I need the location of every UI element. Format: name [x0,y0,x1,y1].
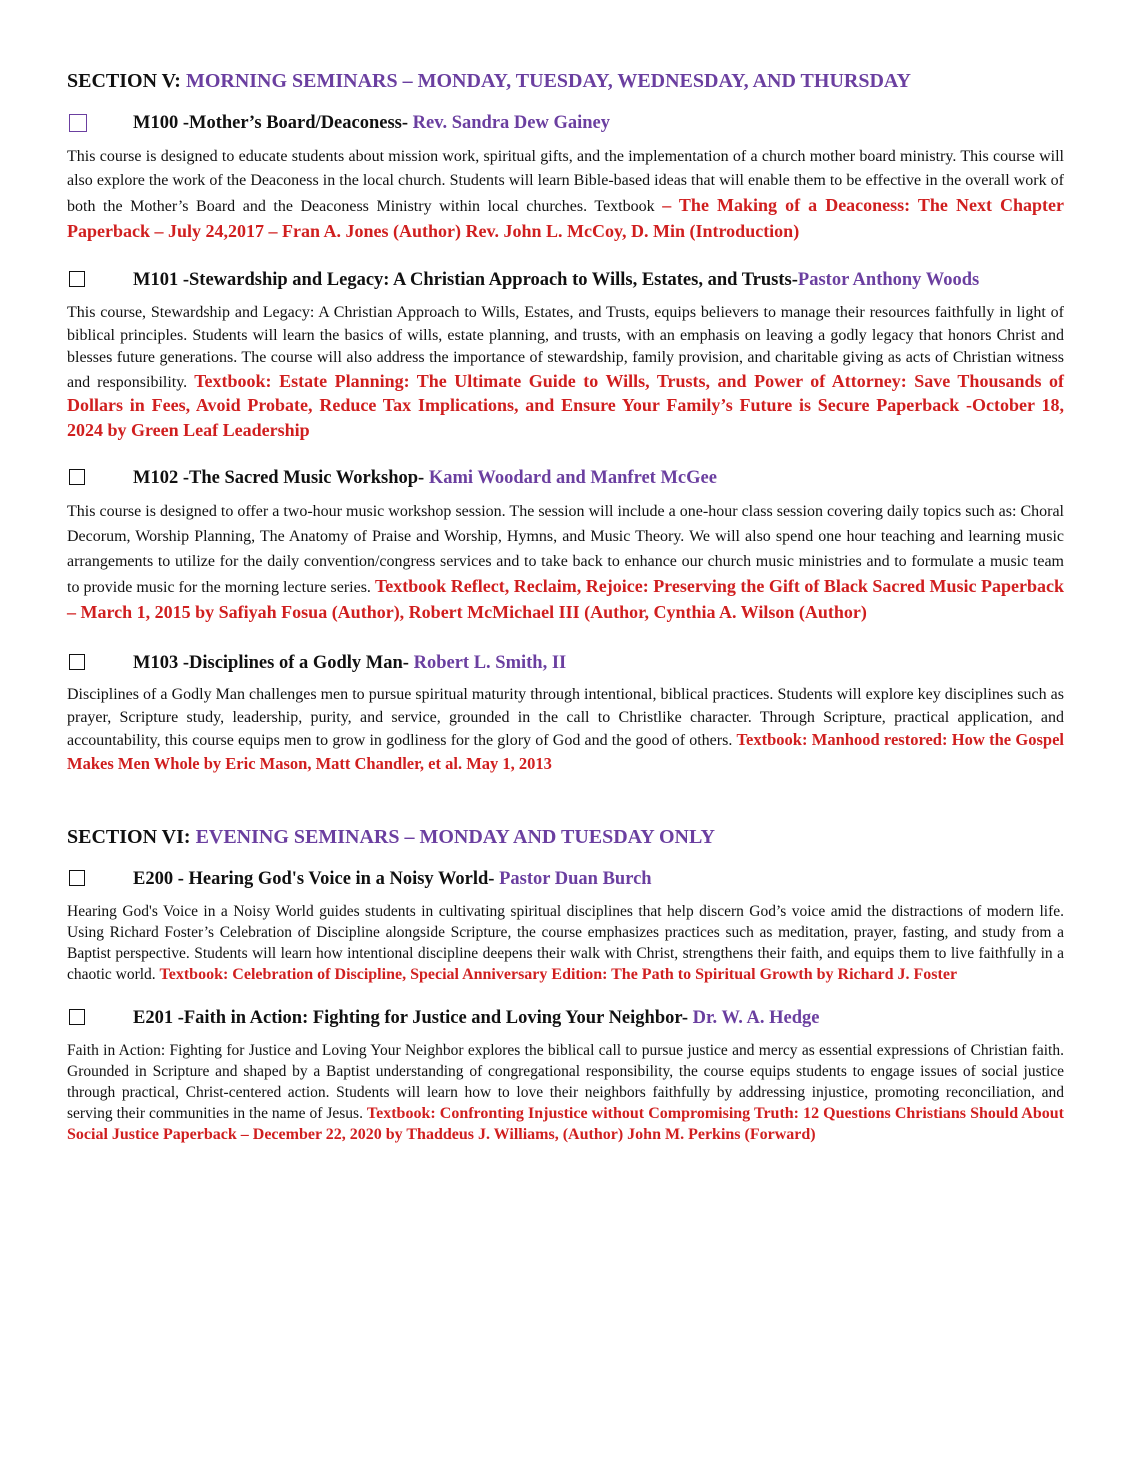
course-m101-desc-text: This course, Stewardship and Legacy: A Christian Approach to Wills, Estates, and Trusts, equips believers to manage their resources faithfully in light of biblical principles. Students will learn the basics of wills, estate planning, and trusts, with an emphasis on leaving a godly legacy that honors Christ and blesses future generations. The course will also address the importance of stewardship, family provision, and charitable giving as acts of Christian witness and responsibility. [67,304,1064,391]
course-e201 [67,1007,1064,1145]
course-e200-header [67,868,1064,891]
course-m103-textbook: Textbook: Manhood restored: How the Gospel Makes Men Whole by Eric Mason, Matt Chandler, et al. May 1, 2013 [67,730,1064,773]
course-m101-header [67,269,1064,292]
course-e200-title: E200 - Hearing God's Voice in a Noisy World- [133,869,500,889]
course-e200-textbook: Textbook: Celebration of Discipline, Special Anniversary Edition: The Path to Spiritual Growth by Richard J. Foster [159,966,958,983]
course-m103-title: M103 -Disciplines of a Godly Man- [133,653,414,673]
section-v-prefix: SECTION V: [67,70,186,92]
course-m100-header [67,112,1064,135]
course-m101-description [67,302,1064,443]
course-m100-instructor: Rev. Sandra Dew Gainey [412,113,611,133]
course-m101-instructor: Pastor Anthony Woods [797,270,980,290]
course-m103-instructor: Robert L. Smith, II [413,653,567,673]
course-m102-textbook: Textbook Reflect, Reclaim, Rejoice: Preserving the Gift of Black Sacred Music Paperback – March 1, 2015 by Safiyah Fosua (Author), Robert McMichael III (Author, Cynthia A. Wilson (Author) [67,576,1064,622]
course-e200-instructor: Pastor Duan Burch [499,869,652,889]
course-m103-description [67,684,1064,776]
course-e201-desc-text: Faith in Action: Fighting for Justice and Loving Your Neighbor explores the biblical call to pursue justice and mercy as essential expressions of Christian faith. Grounded in Scripture and shaped by a Baptist understanding of congregational responsibility, the course equips students to engage issues of social justice through practical, Christ-centered action. Students will learn how to love their neighbors faithfully by addressing injustice, promoting reconciliation, and serving their communities in the name of Jesus. [67,1042,1064,1122]
course-e201-instructor: Dr. W. A. Hedge [692,1008,820,1028]
course-m102-header [67,467,1064,490]
course-e201-title: E201 -Faith in Action: Fighting for Justice and Loving Your Neighbor- [133,1008,693,1028]
course-m102-description [67,499,1064,626]
section-vi-title: EVENING SEMINARS – MONDAY AND TUESDAY ONLY [195,826,715,848]
section-v-heading [67,66,1064,96]
course-e200 [67,868,1064,985]
course-e201-description [67,1040,1064,1145]
course-m100-title: M100 -Mother’s Board/Deaconess- [133,113,413,133]
course-m103 [67,652,1064,776]
course-m101-title: M101 -Stewardship and Legacy: A Christian Approach to Wills, Estates, and Trusts- [133,270,798,290]
course-m101-textbook: Textbook: Estate Planning: The Ultimate Guide to Wills, Trusts, and Power of Attorney: Save Thousands of Dollars in Fees, Avoid Probate, Reduce Tax Implications, and Ensure Your Family’s Future is Secure Paperback -October 18, 2024 by Green Leaf Leadership [67,370,1064,440]
course-e201-header [67,1007,1064,1030]
course-m102-title: M102 -The Sacred Music Workshop- [133,468,429,488]
course-m100-checkbox[interactable] [69,114,87,132]
course-m101 [67,269,1064,443]
course-m102-desc-text: This course is designed to offer a two-hour music workshop session. The session will include a one-hour class session covering daily topics such as: Choral Decorum, Worship Planning, The Anatomy of Praise and Worship, Hymns, and Music Theory. We will also spend one hour teaching and learning music arrangements to utilize for the daily convention/congress services and to take back to enhance our church music ministries and to formulate a music team to provide music for the morning lecture series. [67,503,1064,596]
course-e200-description [67,901,1064,985]
course-m100 [67,112,1064,245]
course-e200-checkbox[interactable] [69,870,85,886]
course-m103-checkbox[interactable] [69,654,85,670]
course-m100-textbook: – The Making of a Deaconess: The Next Chapter Paperback – July 24,2017 – Fran A. Jones (Author) Rev. John L. McCoy, D. Min (Introduction) [67,195,1065,241]
section-vi-prefix: SECTION VI: [67,826,196,848]
section-v-title: MORNING SEMINARS – MONDAY, TUESDAY, WEDNESDAY, AND THURSDAY [185,70,911,92]
page [67,64,1064,1145]
course-m102-instructor: Kami Woodard and Manfret McGee [428,468,717,488]
course-e200-desc-text: Hearing God's Voice in a Noisy World guides students in cultivating spiritual disciplines that help discern God’s voice amid the distractions of modern life. Using Richard Foster’s Celebration of Discipline alongside Scripture, the course emphasizes practices such as meditation, prayer, fasting, and study from a Baptist perspective. Students will learn how intentional discipline deepens their walk with Christ, strengthens their faith, and equips them to live faithfully in a chaotic world. [67,903,1064,983]
course-m100-description [67,145,1064,245]
course-m102 [67,467,1064,626]
course-m101-checkbox[interactable] [69,271,85,287]
course-m102-checkbox[interactable] [69,469,85,485]
course-m103-desc-text: Disciplines of a Godly Man challenges men to pursue spiritual maturity through intentional, biblical practices. Students will explore key disciplines such as prayer, Scripture study, leadership, purity, and service, grounded in the call to Christlike character. Through Scripture, practical application, and accountability, this course equips men to grow in godliness for the glory of God and the good of others. [67,686,1064,749]
course-m100-desc-text: This course is designed to educate students about mission work, spiritual gifts, and the implementation of a church mother board ministry. This course will also explore the work of the Deaconess in the local church. Students will learn Bible-based ideas that will enable them to be effective in the overall work of both the Mother’s Board and the Deaconess Ministry within local churches. Textbook [67,148,1064,215]
section-vi-heading [67,822,1064,852]
course-m103-header [67,652,1064,675]
course-e201-textbook: Textbook: Confronting Injustice without Compromising Truth: 12 Questions Christians Should About Social Justice Paperback – December 22, 2020 by Thaddeus J. Williams, (Author) John M. Perkins (Forward) [67,1105,1064,1143]
course-e201-checkbox[interactable] [69,1009,85,1025]
